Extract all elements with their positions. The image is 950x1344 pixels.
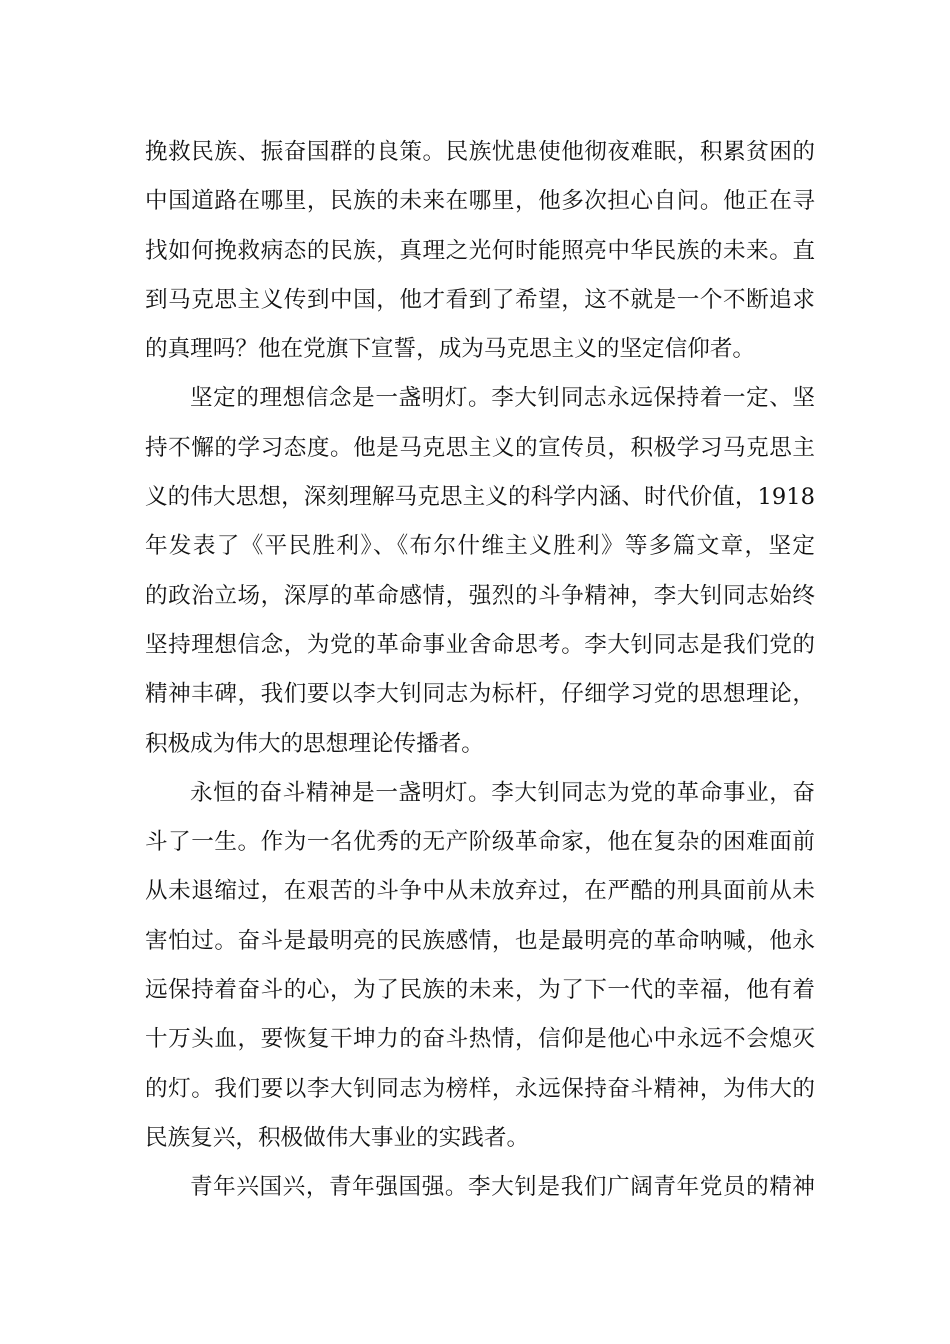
text-line: 的灯。我们要以李大钊同志为榜样，永远保持奋斗精神，为伟大的 (145, 1075, 815, 1102)
text-line: 从未退缩过，在艰苦的斗争中从未放弃过，在严酷的刑具面前从未 (145, 878, 815, 905)
text-line: 坚持理想信念，为党的革命事业舍命思考。李大钊同志是我们党的 (145, 631, 815, 658)
text-line-first: 青年兴国兴，青年强国强。李大钊是我们广阔青年党员的精神 (190, 1174, 815, 1201)
text-line: 挽救民族、振奋国群的良策。民族忧患使他彻夜难眠，积累贫困的 (145, 139, 815, 165)
text-line: 远保持着奋斗的心，为了民族的未来，为了下一代的幸福，他有着 (145, 977, 815, 1004)
text-line: 的政治立场，深厚的革命感情，强烈的斗争精神，李大钊同志始终 (145, 582, 815, 609)
text-line: 十万头血，要恢复干坤力的奋斗热情，信仰是他心中永远不会熄灭 (145, 1026, 815, 1053)
text-line: 斗了一生。作为一名优秀的无产阶级革命家，他在复杂的困难面前 (145, 829, 815, 856)
text-line: 找如何挽救病态的民族，真理之光何时能照亮中华民族的未来。直 (145, 237, 815, 264)
text-line-last: 积极成为伟大的思想理论传播者。 (145, 730, 484, 757)
text-line: 到马克思主义传到中国，他才看到了希望，这不就是一个不断追求 (145, 286, 815, 313)
text-line: 义的伟大思想，深刻理解马克思主义的科学内涵、时代价值，1918 (145, 484, 815, 511)
text-line-first: 坚定的理想信念是一盏明灯。李大钊同志永远保持着一定、坚 (190, 385, 815, 412)
text-line-first: 永恒的奋斗精神是一盏明灯。李大钊同志为党的革命事业，奋 (190, 779, 815, 806)
text-line: 年发表了《平民胜利》、《布尔什维主义胜利》等多篇文章，坚定 (145, 533, 815, 560)
body-text (145, 128, 815, 1213)
text-line: 精神丰碑，我们要以李大钊同志为标杆，仔细学习党的思想理论， (145, 681, 815, 708)
text-line-last: 的真理吗？他在党旗下宣誓，成为马克思主义的坚定信仰者。 (145, 336, 756, 363)
text-line: 中国道路在哪里，民族的未来在哪里，他多次担心自问。他正在寻 (145, 188, 815, 215)
text-line: 持不懈的学习态度。他是马克思主义的宣传员，积极学习马克思主 (145, 434, 815, 461)
text-line: 害怕过。奋斗是最明亮的民族感情，也是最明亮的革命呐喊，他永 (145, 927, 815, 954)
text-line-last: 民族复兴，积极做伟大事业的实践者。 (145, 1124, 530, 1151)
